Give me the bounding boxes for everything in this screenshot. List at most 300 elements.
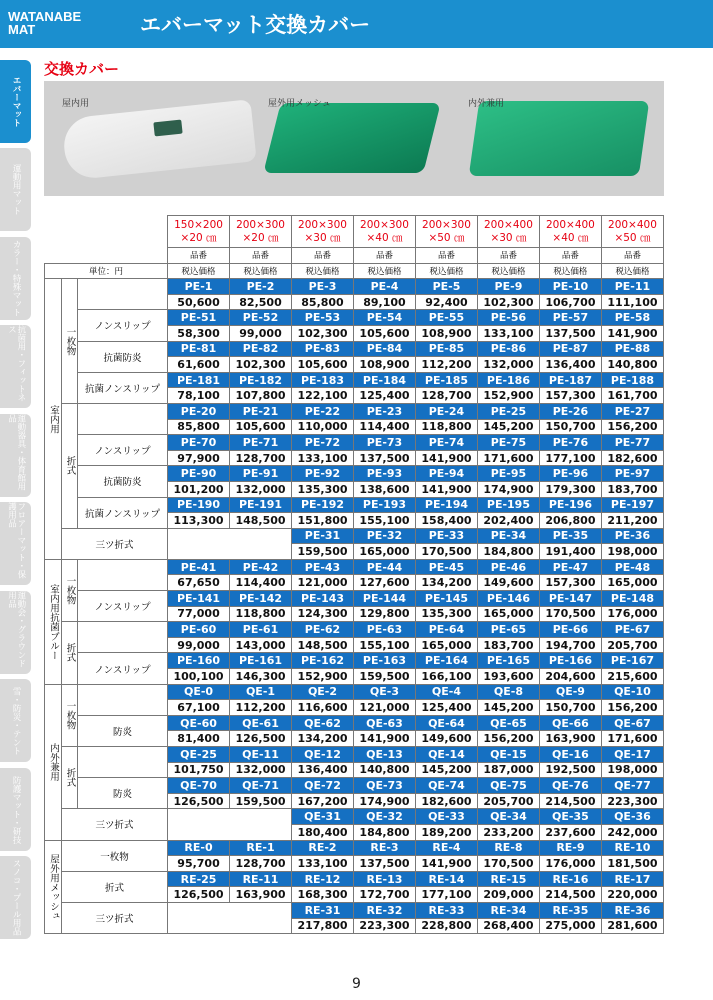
product-code: QE-63 [353, 715, 415, 731]
product-code: QE-73 [353, 778, 415, 794]
side-tab-9[interactable]: スノコ・プール用品 [0, 856, 31, 939]
price-value: 125,400 [353, 388, 415, 404]
price-value: 135,300 [415, 606, 477, 622]
price-value: 192,500 [539, 762, 601, 778]
price-value: 215,600 [601, 669, 663, 685]
side-tabs [0, 48, 32, 1000]
product-code: QE-25 [168, 747, 230, 763]
price-value: 128,700 [230, 450, 292, 466]
price-value: 152,900 [292, 669, 354, 685]
table-row-codes [45, 528, 664, 544]
product-code: PE-77 [601, 435, 663, 451]
price-value: 141,900 [415, 450, 477, 466]
col-head-price: 税込価格 [353, 263, 415, 279]
table-row-codes [45, 871, 664, 887]
size-depth: ×20 ㎝ [180, 231, 217, 244]
product-code: PE-65 [477, 622, 539, 638]
product-code: QE-67 [601, 715, 663, 731]
product-code: QE-15 [477, 747, 539, 763]
product-code: RE-34 [477, 902, 539, 918]
price-value: 166,100 [415, 669, 477, 685]
product-code: PE-92 [292, 466, 354, 482]
side-tab-7[interactable]: 雪・防災・テント [0, 679, 31, 762]
product-code: PE-46 [477, 559, 539, 575]
price-value: 198,000 [601, 762, 663, 778]
col-head-code: 品番 [230, 248, 292, 264]
col-head-code: 品番 [292, 248, 354, 264]
subgroup-label: 三ツ折式 [62, 809, 168, 840]
product-code: PE-182 [230, 372, 292, 388]
photo-label-dual: 内外兼用 [468, 99, 505, 109]
price-value: 242,000 [601, 824, 663, 840]
product-code: PE-164 [415, 653, 477, 669]
price-value: 145,200 [415, 762, 477, 778]
product-code: PE-57 [539, 310, 601, 326]
price-value: 168,300 [292, 887, 354, 903]
price-value: 163,900 [230, 887, 292, 903]
product-code: PE-67 [601, 622, 663, 638]
product-code: QE-12 [292, 747, 354, 763]
price-value: 205,700 [601, 637, 663, 653]
side-tab-8[interactable]: 防護マット・研技 [0, 768, 31, 851]
product-code: PE-62 [292, 622, 354, 638]
product-code: QE-0 [168, 684, 230, 700]
price-value: 170,500 [415, 544, 477, 560]
price-value: 223,300 [353, 918, 415, 934]
size-depth: ×50 ㎝ [614, 231, 651, 244]
price-value: 171,600 [477, 450, 539, 466]
price-value: 108,900 [353, 357, 415, 373]
product-code: RE-14 [415, 871, 477, 887]
col-head-price: 税込価格 [415, 263, 477, 279]
price-value: 137,500 [539, 325, 601, 341]
price-value: 183,700 [601, 481, 663, 497]
product-code: QE-17 [601, 747, 663, 763]
price-value: 141,900 [415, 481, 477, 497]
product-code: PE-35 [539, 528, 601, 544]
table-row-codes [45, 778, 664, 794]
product-code: PE-86 [477, 341, 539, 357]
table-row-codes [45, 435, 664, 451]
size-dim: 200×300 [236, 218, 285, 231]
price-value: 146,300 [230, 669, 292, 685]
product-code: PE-81 [168, 341, 230, 357]
product-code: PE-143 [292, 591, 354, 607]
price-value: 156,200 [477, 731, 539, 747]
price-value: 138,600 [353, 481, 415, 497]
product-code: PE-74 [415, 435, 477, 451]
col-head-code: 品番 [539, 248, 601, 264]
product-code: QE-74 [415, 778, 477, 794]
subgroup-label: 折式 [62, 747, 78, 809]
product-code: PE-25 [477, 403, 539, 419]
price-value: 165,000 [601, 575, 663, 591]
price-value: 97,900 [168, 450, 230, 466]
price-value: 158,400 [415, 513, 477, 529]
product-code: PE-91 [230, 466, 292, 482]
price-value: 112,200 [415, 357, 477, 373]
variant-label [78, 403, 168, 434]
size-depth: ×20 ㎝ [242, 231, 279, 244]
variant-label [78, 747, 168, 778]
side-tab-4[interactable]: 運動器具・体育館用品 [0, 414, 31, 497]
price-value: 133,100 [292, 450, 354, 466]
product-code: PE-66 [539, 622, 601, 638]
product-code: PE-58 [601, 310, 663, 326]
group-label: 室内用抗菌ブルー [45, 559, 62, 684]
subgroup-label: 折式 [62, 871, 168, 902]
product-code: RE-1 [230, 840, 292, 856]
price-value: 155,100 [353, 637, 415, 653]
product-code: PE-22 [292, 403, 354, 419]
product-code: PE-147 [539, 591, 601, 607]
price-value: 211,200 [601, 513, 663, 529]
price-value: 151,800 [292, 513, 354, 529]
table-row-codes [45, 653, 664, 669]
price-value: 214,500 [539, 887, 601, 903]
product-code: QE-14 [415, 747, 477, 763]
variant-label: 防炎 [78, 778, 168, 809]
col-head-code: 品番 [353, 248, 415, 264]
product-code: PE-197 [601, 497, 663, 513]
price-value: 214,500 [539, 793, 601, 809]
table-row-codes [45, 747, 664, 763]
variant-label: 抗菌防炎 [78, 466, 168, 497]
price-value: 172,700 [353, 887, 415, 903]
brand-line2: MAT [8, 22, 36, 37]
side-tab-1[interactable]: 運動用マット [0, 148, 31, 231]
price-value: 194,700 [539, 637, 601, 653]
product-code: QE-75 [477, 778, 539, 794]
price-value: 163,900 [539, 731, 601, 747]
size-header [168, 216, 230, 248]
price-value: 135,300 [292, 481, 354, 497]
table-row-codes [45, 715, 664, 731]
product-code: PE-53 [292, 310, 354, 326]
price-value: 102,300 [230, 357, 292, 373]
product-code: PE-9 [477, 279, 539, 295]
price-value: 118,800 [230, 606, 292, 622]
variant-label [78, 559, 168, 590]
product-code: PE-85 [415, 341, 477, 357]
product-code: QE-36 [601, 809, 663, 825]
subgroup-label: 三ツ折式 [62, 528, 168, 559]
product-code: QE-72 [292, 778, 354, 794]
product-code: PE-94 [415, 466, 477, 482]
price-value: 124,300 [292, 606, 354, 622]
price-value: 177,100 [415, 887, 477, 903]
price-value: 281,600 [601, 918, 663, 934]
product-code: QE-65 [477, 715, 539, 731]
price-value: 136,400 [539, 357, 601, 373]
price-value: 132,000 [230, 762, 292, 778]
variant-label: ノンスリップ [78, 591, 168, 622]
price-value: 121,000 [292, 575, 354, 591]
price-value: 58,300 [168, 325, 230, 341]
product-code: PE-42 [230, 559, 292, 575]
size-header [353, 216, 415, 248]
product-code: PE-186 [477, 372, 539, 388]
price-value: 127,600 [353, 575, 415, 591]
product-code: PE-73 [353, 435, 415, 451]
price-value: 78,100 [168, 388, 230, 404]
price-value: 152,900 [477, 388, 539, 404]
price-value: 217,800 [292, 918, 354, 934]
empty-cell [168, 528, 292, 559]
price-value: 191,400 [539, 544, 601, 560]
product-code: PE-75 [477, 435, 539, 451]
product-code: PE-5 [415, 279, 477, 295]
price-value: 156,200 [601, 700, 663, 716]
price-value: 99,000 [168, 637, 230, 653]
price-value: 50,600 [168, 294, 230, 310]
unit-label: 単位：円 [45, 263, 168, 279]
photo-label-mesh: 屋外用メッシュ [268, 99, 331, 109]
price-value: 108,900 [415, 325, 477, 341]
product-code: PE-41 [168, 559, 230, 575]
product-code: PE-32 [353, 528, 415, 544]
subgroup-label: 一枚物 [62, 279, 78, 404]
product-code: PE-87 [539, 341, 601, 357]
brand-line1: WATANABE [8, 9, 82, 24]
header-bar [0, 0, 713, 48]
product-code: PE-43 [292, 559, 354, 575]
product-code: RE-17 [601, 871, 663, 887]
size-header [230, 216, 292, 248]
price-value: 204,600 [539, 669, 601, 685]
price-value: 223,300 [601, 793, 663, 809]
variant-label: 抗菌ノンスリップ [78, 497, 168, 528]
product-code: QE-10 [601, 684, 663, 700]
table-row-codes [45, 403, 664, 419]
product-code: PE-162 [292, 653, 354, 669]
product-code: PE-95 [477, 466, 539, 482]
variant-label: ノンスリップ [78, 653, 168, 684]
product-code: PE-192 [292, 497, 354, 513]
price-value: 206,800 [539, 513, 601, 529]
product-code: QE-2 [292, 684, 354, 700]
product-code: RE-16 [539, 871, 601, 887]
table-row-codes [45, 372, 664, 388]
price-value: 171,600 [601, 731, 663, 747]
price-value: 174,900 [353, 793, 415, 809]
price-value: 99,000 [230, 325, 292, 341]
side-tab-3[interactable]: 抗菌用・フィットネス [0, 325, 31, 408]
price-value: 184,800 [353, 824, 415, 840]
product-code: PE-83 [292, 341, 354, 357]
price-value: 129,800 [353, 606, 415, 622]
price-value: 174,900 [477, 481, 539, 497]
price-value: 170,500 [539, 606, 601, 622]
product-code: PE-36 [601, 528, 663, 544]
product-code: PE-141 [168, 591, 230, 607]
product-code: PE-33 [415, 528, 477, 544]
product-code: RE-15 [477, 871, 539, 887]
price-table [44, 215, 664, 934]
product-code: PE-97 [601, 466, 663, 482]
product-code: PE-96 [539, 466, 601, 482]
product-code: PE-24 [415, 403, 477, 419]
price-value: 182,600 [601, 450, 663, 466]
price-value: 159,500 [353, 669, 415, 685]
table-row-codes [45, 341, 664, 357]
price-value: 275,000 [539, 918, 601, 934]
price-value: 133,100 [292, 856, 354, 872]
product-code: QE-62 [292, 715, 354, 731]
product-code: PE-48 [601, 559, 663, 575]
size-dim: 200×300 [298, 218, 347, 231]
product-code: PE-167 [601, 653, 663, 669]
group-label: 屋外用メッシュ [45, 840, 62, 934]
price-value: 136,400 [292, 762, 354, 778]
price-value: 116,600 [292, 700, 354, 716]
product-code: RE-32 [353, 902, 415, 918]
price-value: 209,000 [477, 887, 539, 903]
table-row-codes [45, 466, 664, 482]
price-value: 268,400 [477, 918, 539, 934]
table-row-codes [45, 902, 664, 918]
price-value: 149,600 [477, 575, 539, 591]
product-code: QE-61 [230, 715, 292, 731]
price-value: 134,200 [292, 731, 354, 747]
product-code: QE-4 [415, 684, 477, 700]
price-value: 148,500 [230, 513, 292, 529]
product-code: PE-20 [168, 403, 230, 419]
price-value: 145,200 [477, 419, 539, 435]
variant-label: 防炎 [78, 715, 168, 746]
price-value: 128,700 [230, 856, 292, 872]
page-title: エバーマット交換カバー [140, 13, 371, 37]
price-value: 95,700 [168, 856, 230, 872]
price-value: 82,500 [230, 294, 292, 310]
price-value: 126,500 [168, 793, 230, 809]
price-value: 193,600 [477, 669, 539, 685]
price-value: 101,750 [168, 762, 230, 778]
price-value: 202,400 [477, 513, 539, 529]
product-code: PE-2 [230, 279, 292, 295]
col-head-price: 税込価格 [601, 263, 663, 279]
side-tab-0[interactable]: エバーマット [0, 60, 31, 143]
price-value: 102,300 [292, 325, 354, 341]
photo-label-indoor: 屋内用 [62, 99, 90, 109]
product-code: QE-76 [539, 778, 601, 794]
size-header [601, 216, 663, 248]
page-number: 9 [352, 976, 361, 992]
size-dim: 200×300 [422, 218, 471, 231]
side-tab-2[interactable]: カラー・特殊マット [0, 237, 31, 320]
size-header [477, 216, 539, 248]
product-code: QE-8 [477, 684, 539, 700]
size-header [415, 216, 477, 248]
section-title: 交換カバー [44, 60, 120, 78]
product-code: RE-8 [477, 840, 539, 856]
price-value: 184,800 [477, 544, 539, 560]
product-code: QE-35 [539, 809, 601, 825]
product-code: PE-188 [601, 372, 663, 388]
price-value: 228,800 [415, 918, 477, 934]
product-code: RE-3 [353, 840, 415, 856]
variant-label [78, 622, 168, 653]
product-code: PE-55 [415, 310, 477, 326]
product-code: QE-1 [230, 684, 292, 700]
size-header [292, 216, 354, 248]
price-value: 140,800 [353, 762, 415, 778]
product-code: QE-31 [292, 809, 354, 825]
product-code: PE-166 [539, 653, 601, 669]
price-value: 159,500 [230, 793, 292, 809]
subgroup-label: 折式 [62, 622, 78, 684]
product-code: QE-33 [415, 809, 477, 825]
product-code: RE-13 [353, 871, 415, 887]
product-code: PE-161 [230, 653, 292, 669]
header-blank [45, 216, 168, 264]
product-code: PE-195 [477, 497, 539, 513]
indoor-cover-patch [153, 120, 182, 137]
col-head-code: 品番 [415, 248, 477, 264]
variant-label: 抗菌防炎 [78, 341, 168, 372]
product-code: PE-160 [168, 653, 230, 669]
size-depth: ×50 ㎝ [428, 231, 465, 244]
price-value: 220,000 [601, 887, 663, 903]
product-code: QE-32 [353, 809, 415, 825]
size-dim: 200×300 [360, 218, 409, 231]
product-code: QE-71 [230, 778, 292, 794]
price-value: 113,300 [168, 513, 230, 529]
size-dim: 200×400 [545, 218, 595, 231]
product-code: PE-93 [353, 466, 415, 482]
product-code: PE-165 [477, 653, 539, 669]
table-row-codes [45, 310, 664, 326]
price-value: 165,000 [353, 544, 415, 560]
price-value: 128,700 [415, 388, 477, 404]
product-code: PE-63 [353, 622, 415, 638]
product-code: PE-52 [230, 310, 292, 326]
price-value: 182,600 [415, 793, 477, 809]
size-header [539, 216, 601, 248]
price-value: 150,700 [539, 419, 601, 435]
dual-cover-image [469, 101, 650, 176]
price-value: 126,500 [230, 731, 292, 747]
price-value: 111,100 [601, 294, 663, 310]
product-code: PE-142 [230, 591, 292, 607]
price-value: 155,100 [353, 513, 415, 529]
product-code: RE-11 [230, 871, 292, 887]
mesh-cover-image [263, 103, 440, 173]
price-value: 161,700 [601, 388, 663, 404]
price-value: 205,700 [477, 793, 539, 809]
side-tab-6[interactable]: 運動会・グラウンド用品 [0, 591, 31, 674]
side-tab-5[interactable]: フロアーマット・保護用品 [0, 502, 31, 585]
price-value: 165,000 [477, 606, 539, 622]
price-value: 143,000 [230, 637, 292, 653]
price-value: 102,300 [477, 294, 539, 310]
price-value: 141,900 [601, 325, 663, 341]
col-head-price: 税込価格 [539, 263, 601, 279]
price-value: 237,600 [539, 824, 601, 840]
subgroup-label: 一枚物 [62, 840, 168, 871]
price-value: 167,200 [292, 793, 354, 809]
product-code: PE-181 [168, 372, 230, 388]
product-code: PE-88 [601, 341, 663, 357]
product-code: RE-31 [292, 902, 354, 918]
brand-logo [8, 10, 81, 36]
price-value: 183,700 [477, 637, 539, 653]
price-value: 134,200 [415, 575, 477, 591]
product-code: QE-13 [353, 747, 415, 763]
table-row-codes [45, 809, 664, 825]
price-value: 105,600 [353, 325, 415, 341]
price-value: 179,300 [539, 481, 601, 497]
